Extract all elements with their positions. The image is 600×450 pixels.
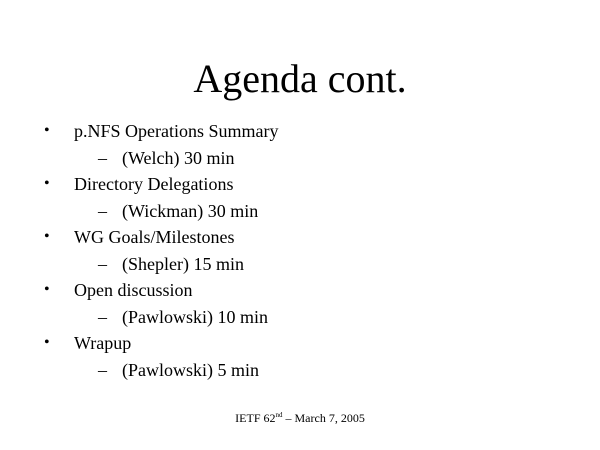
dash-icon: – xyxy=(98,253,107,274)
bullet-icon: • xyxy=(44,175,50,192)
agenda-item-row xyxy=(44,224,564,251)
agenda-item-row xyxy=(44,171,564,198)
agenda-item-detail: (Pawlowski) 5 min xyxy=(122,359,259,380)
agenda-item-label: Open discussion xyxy=(74,280,193,300)
agenda-item-detail: (Welch) 30 min xyxy=(122,147,235,168)
footer-date: – March 7, 2005 xyxy=(285,411,365,425)
agenda-item-row xyxy=(44,330,564,357)
agenda-item-row xyxy=(44,277,564,304)
slide-title: Agenda cont. xyxy=(193,56,407,101)
agenda-item xyxy=(44,330,564,383)
bullet-icon: • xyxy=(44,334,50,351)
agenda-item-detail-row xyxy=(44,145,564,172)
slide-footer xyxy=(0,410,600,426)
agenda-item xyxy=(44,224,564,277)
footer-org: IETF xyxy=(235,411,261,425)
agenda-item-detail: (Shepler) 15 min xyxy=(122,253,244,274)
agenda-item-label: WG Goals/Milestones xyxy=(74,227,235,247)
agenda-list xyxy=(44,118,564,383)
agenda-item-detail-row xyxy=(44,357,564,384)
agenda-item-detail-row xyxy=(44,251,564,278)
agenda-item xyxy=(44,277,564,330)
agenda-item xyxy=(44,171,564,224)
agenda-item-detail: (Pawlowski) 10 min xyxy=(122,306,268,327)
bullet-icon: • xyxy=(44,281,50,298)
bullet-icon: • xyxy=(44,122,50,139)
dash-icon: – xyxy=(98,306,107,327)
footer-number: 62 xyxy=(263,411,276,425)
agenda-item-detail: (Wickman) 30 min xyxy=(122,200,259,221)
agenda-item-detail-row xyxy=(44,304,564,331)
agenda-item-row xyxy=(44,118,564,145)
footer-ordinal: nd xyxy=(275,411,283,419)
dash-icon: – xyxy=(98,359,107,380)
agenda-item-label: p.NFS Operations Summary xyxy=(74,121,279,141)
agenda-item xyxy=(44,118,564,171)
agenda-item-label: Directory Delegations xyxy=(74,174,234,194)
agenda-item-detail-row xyxy=(44,198,564,225)
dash-icon: – xyxy=(98,147,107,168)
bullet-icon: • xyxy=(44,228,50,245)
agenda-item-label: Wrapup xyxy=(74,333,132,353)
dash-icon: – xyxy=(98,200,107,221)
